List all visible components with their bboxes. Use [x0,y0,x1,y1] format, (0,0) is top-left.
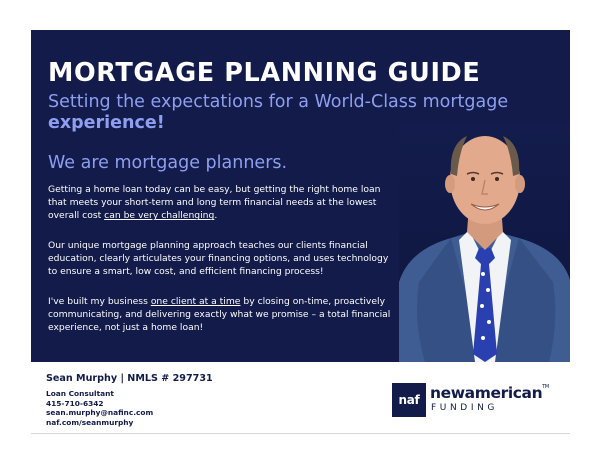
paragraph-business-end: by closing on-time, proactively communicating, and delivering exactly what we promise – a total financial experience, not just a home loan! [48,296,391,334]
logo-word: newamerican [430,384,543,402]
advisor-name-nmls: Sean Murphy | NMLS # 297731 [46,373,213,384]
hero-banner [31,30,570,362]
advisor-phone[interactable]: 415-710-6342 [46,398,104,408]
subtitle-lead: Setting the expectations for a World-Class mortgage [48,92,509,112]
logo-mark: naf [392,383,426,417]
paragraph-intro-end: . [214,210,218,222]
paragraph-intro [48,183,393,223]
paragraph-business [48,295,393,335]
paragraph-intro-text: Getting a home loan today can be easy, but getting the right home loan that meets your short-term and long term financial needs at the lowest overall cost [48,184,381,222]
subtitle-emphasis: experience! [48,113,165,133]
advisor-portrait-photo [399,122,570,362]
logo-trademark: TM [542,384,549,390]
page-title: MORTGAGE PLANNING GUIDE [48,58,481,88]
logo-subtitle: FUNDING [431,403,498,413]
one-client-link[interactable]: one client at a time [150,296,241,307]
advisor-role: Loan Consultant [46,389,114,398]
logo-wordmark [430,384,549,402]
advisor-email[interactable]: sean.murphy@nafinc.com [46,408,154,418]
paragraph-approach: Our unique mortgage planning approach teaches our clients financial education, clearly articulates your financing options, and uses technology to ensure a smart, low cost, and efficient financing process! [48,240,389,278]
section-heading: We are mortgage planners. [48,153,288,173]
footer-divider [31,433,570,434]
paragraph-business-text: I've built my business [48,296,151,307]
challenging-link[interactable]: can be very challenging [104,210,215,222]
contact-block [46,389,153,427]
advisor-website[interactable]: naf.com/seanmurphy [46,417,134,427]
